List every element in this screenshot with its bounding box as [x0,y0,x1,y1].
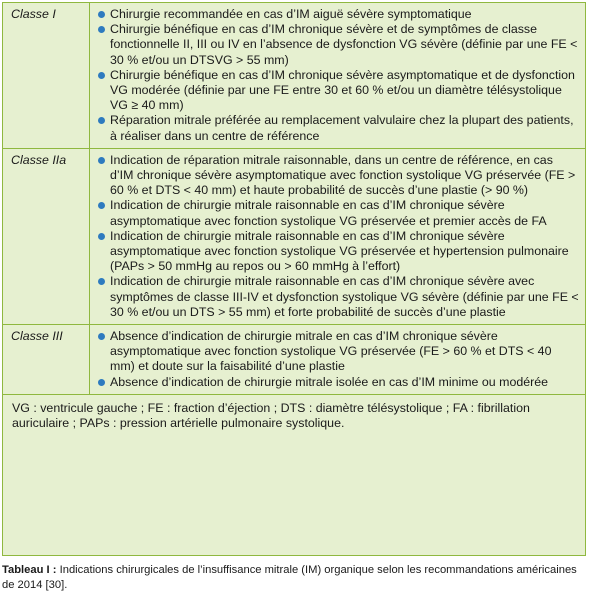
list-item [98,153,579,199]
recommendation-text: Chirurgie bénéfique en cas d’IM chronique sévère asymptomatique et de dysfonction VG modérée (définie par une FE entre 30 et 60 % et/ou un diamètre télésystolique VG ≥ 40 mm) [110,67,575,113]
bullet-icon [98,333,105,340]
recommendation-text: Absence d’indication de chirurgie mitrale isolée en cas d’IM minime ou modérée [110,374,549,389]
recommendation-text: Chirurgie recommandée en cas d’IM aiguë sévère symptomatique [110,7,472,21]
list-item [98,68,579,114]
list-item [98,274,579,320]
bullet-icon [98,72,105,79]
table-row-class-i [3,3,585,148]
abbreviations-note: VG : ventricule gauche ; FE : fraction d’éjection ; DTS : diamètre télésystolique ; FA : fibrillation auriculaire ; PAPs : pression artérielle pulmonaire systolique. [12,400,530,431]
list-item [98,329,579,375]
recommendation-list [98,329,579,390]
bullet-icon [98,278,105,285]
caption-label: Tableau I : [2,564,57,576]
recommendation-text: Indication de chirurgie mitrale raisonnable en cas d’IM chronique sévère avec symptômes de classe III-IV et dysfonction systolique VG sévère (définie par une FE < 30 % et/ou un DTS > 55 mm) et forte probabilité de succès d’une plastie [110,274,579,319]
recommendations-table-box [2,2,586,556]
recommendation-text: Indication de réparation mitrale raisonnable, dans un centre de référence, en cas d’IM chronique sévère asymptomatique avec fonction systolique VG préservée (FE > 60 % et DTS < 40 mm) et haute probabilité de succès d’une plastie (> 90 %) [110,152,576,198]
recommendation-list [98,153,579,320]
recommendations-table [3,3,585,395]
bullet-icon [98,379,105,386]
bullet-icon [98,11,105,18]
bullet-icon [98,117,105,124]
recommendations-cell [90,148,586,324]
table-row-class-iii [3,325,585,395]
recommendation-text: Réparation mitrale préférée au remplacement valvulaire chez la plupart des patients, à réaliser dans un centre de référence [110,113,574,143]
recommendations-cell [90,325,586,395]
recommendation-text: Indication de chirurgie mitrale raisonnable en cas d’IM chronique sévère asymptomatique avec fonction systolique VG préservée et hypertension pulmonaire (PAPs > 50 mmHg au repos ou > 60 mmHg à l’effort) [110,228,569,274]
list-item [98,229,579,275]
class-label: Classe IIa [3,148,90,324]
recommendation-text: Absence d’indication de chirurgie mitrale en cas d’IM chronique sévère asymptomatique avec fonction systolique VG préservée (FE > 60 % et DTS < 40 mm) et doute sur la faisabilité d’une plastie [110,329,552,374]
class-label: Classe III [3,325,90,395]
recommendation-list [98,7,579,144]
bullet-icon [98,26,105,33]
table-caption [2,563,586,593]
bullet-icon [98,157,105,164]
bullet-icon [98,202,105,209]
class-label: Classe I [3,3,90,148]
list-item [98,198,579,228]
bullet-icon [98,233,105,240]
list-item [98,22,579,68]
list-item [98,375,579,390]
recommendation-text: Indication de chirurgie mitrale raisonnable en cas d’IM chronique sévère asymptomatique avec fonction systolique VG préservée et premier accès de FA [110,198,547,228]
caption-text: Indications chirurgicales de l’insuffisance mitrale (IM) organique selon les recommandations américaines de 2014 [30]. [2,564,577,591]
table-row-class-iia [3,148,585,324]
recommendations-cell [90,3,586,148]
list-item [98,113,579,143]
list-item [98,7,579,22]
recommendation-text: Chirurgie bénéfique en cas d’IM chronique sévère et de symptômes de classe fonctionnelle II, III ou IV en l’absence de dysfonction VG sévère (définie par une FE < 30 % et/ou un DTSVG > 55 mm) [110,22,578,67]
